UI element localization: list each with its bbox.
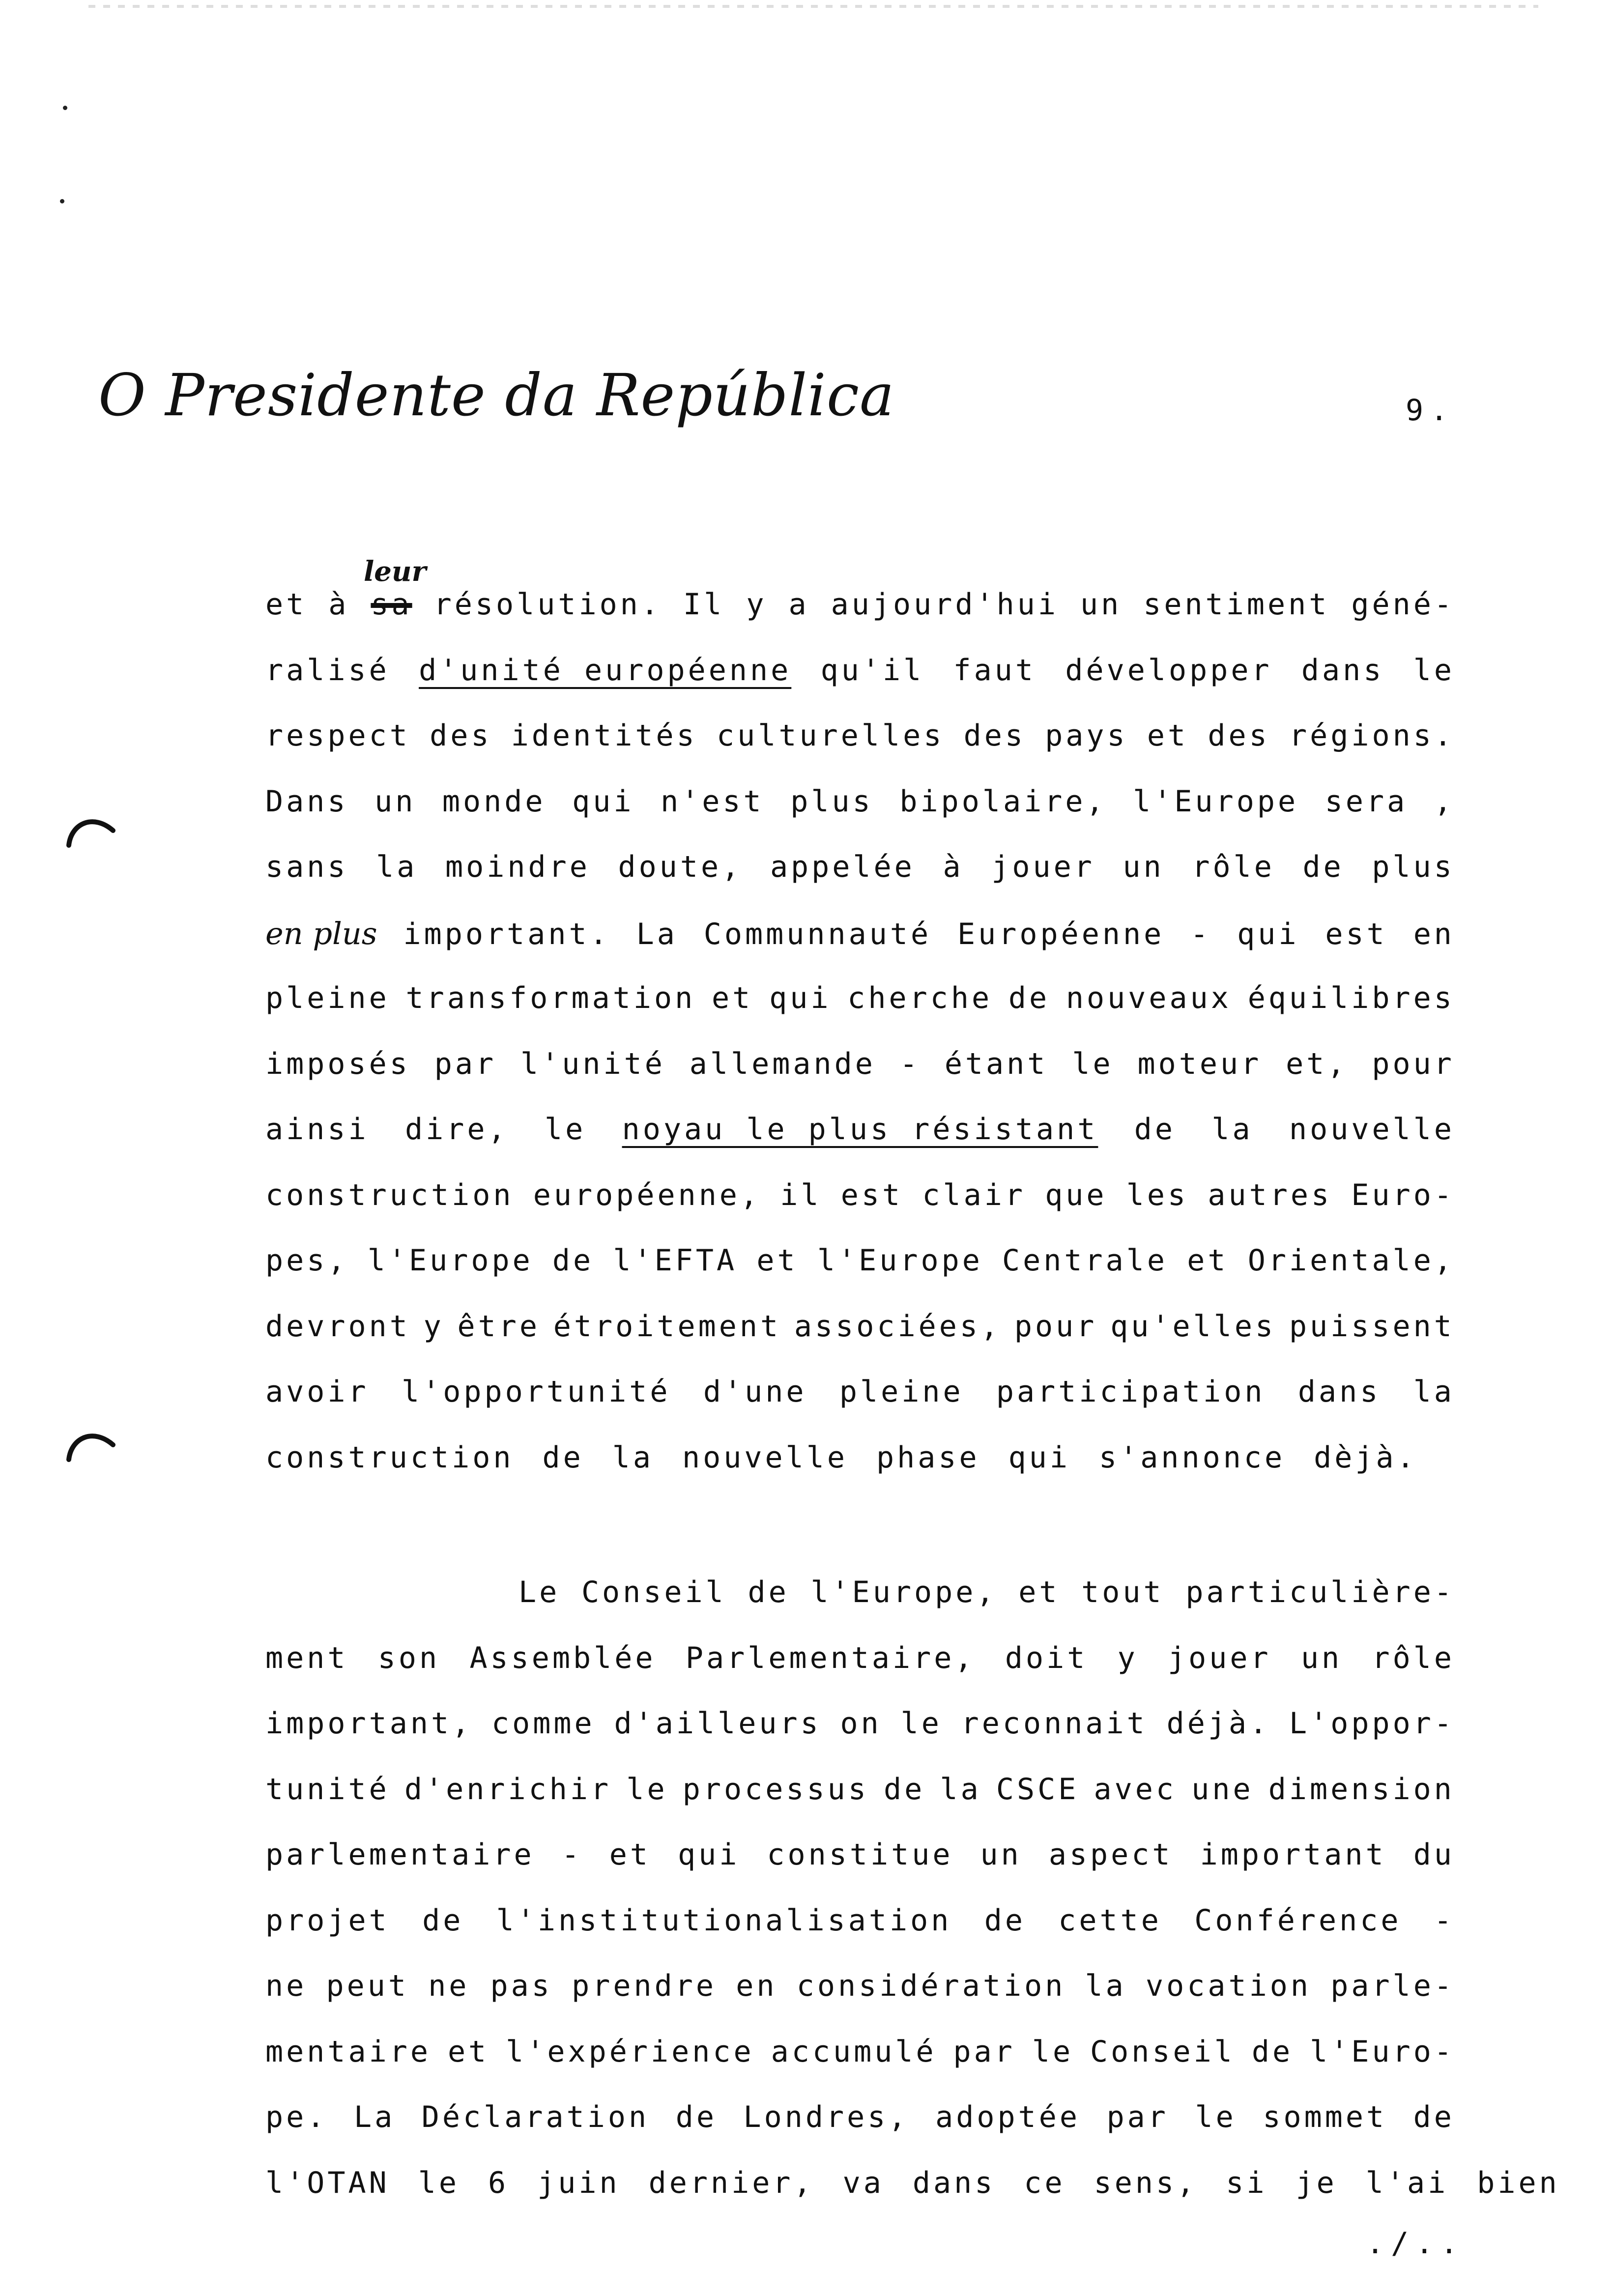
word: dire, (404, 1112, 509, 1147)
word: - (1190, 917, 1211, 951)
word: et (609, 1837, 651, 1872)
word: sentiment (1143, 587, 1330, 622)
scan-speck (63, 106, 67, 110)
word: n'est (661, 784, 764, 819)
word: a (788, 587, 809, 622)
word: et (1018, 1575, 1060, 1609)
word: CSCE (996, 1772, 1079, 1807)
word: vocation (1146, 1969, 1311, 2003)
scan-speck (60, 199, 64, 203)
word: puissent (1289, 1309, 1455, 1344)
word: et (265, 587, 307, 622)
word: aujourd'hui (831, 587, 1059, 622)
word: allemande (689, 1046, 876, 1081)
page-number: 9. (1406, 393, 1455, 428)
word: l'expérience (506, 2034, 754, 2069)
word: de (542, 1440, 584, 1475)
margin-arc-mark (64, 811, 118, 850)
word: l'EFTA (613, 1243, 738, 1278)
handwritten-correction: leur (364, 555, 427, 588)
word: 6 (488, 2165, 509, 2200)
word: qui (1008, 1440, 1070, 1475)
word: de (422, 1903, 464, 1938)
text-line (265, 1903, 1455, 1948)
word: qui (572, 784, 634, 819)
word: ment (265, 1640, 348, 1675)
word: sera (1324, 784, 1408, 819)
word: y (746, 587, 767, 622)
word: à (328, 587, 349, 622)
word: être (457, 1309, 541, 1344)
word: construction (265, 1440, 514, 1475)
word: s'annonce (1098, 1440, 1286, 1475)
word: Conseil (1090, 2034, 1235, 2069)
word: dernier, (648, 2165, 814, 2200)
word: parlementaire (265, 1837, 535, 1872)
word: rôle (1372, 1640, 1455, 1675)
word: par (1106, 2100, 1169, 2134)
word: transformation (405, 981, 696, 1015)
word: je (1295, 2165, 1337, 2200)
word: de (1413, 2100, 1455, 2134)
margin-arc-mark (64, 1425, 118, 1464)
text-line (265, 1641, 1455, 1685)
word: constitue (767, 1837, 953, 1872)
word: y (1117, 1640, 1138, 1675)
text-line (265, 718, 1455, 763)
word: équilibres (1247, 981, 1455, 1015)
text-line (265, 850, 1455, 894)
word: sens, (1094, 2165, 1198, 2200)
word: participation (996, 1375, 1266, 1409)
word: qui (1237, 917, 1299, 951)
word: d'enrichir (404, 1772, 612, 1807)
word: Il (683, 587, 725, 622)
word: ce (1024, 2165, 1065, 2200)
word: l'Europe (367, 1243, 533, 1278)
word: associées, (794, 1309, 1002, 1344)
underlined-phrase: d'unité européenne (419, 653, 792, 688)
text-line (265, 784, 1455, 829)
word: des (1208, 718, 1270, 753)
word: y (423, 1309, 444, 1344)
text-line (265, 1178, 1455, 1222)
word: tout (1081, 1575, 1164, 1609)
word: des (430, 718, 492, 753)
word: de (748, 1575, 789, 1609)
word: autres (1208, 1177, 1332, 1212)
word: déjà. (1166, 1706, 1270, 1741)
scan-edge-artifact (88, 5, 1538, 8)
word: l'Euro- (1310, 2034, 1455, 2069)
word: pour (1014, 1309, 1097, 1344)
text-line (265, 1969, 1455, 2013)
word: par (953, 2034, 1015, 2069)
word: clair (922, 1177, 1026, 1212)
word: avec (1094, 1772, 1177, 1807)
word: la (1085, 1969, 1126, 2003)
word: la (376, 850, 418, 884)
word: appelée (770, 850, 915, 884)
text-line (265, 587, 1455, 631)
word: Déclaration (421, 2100, 650, 2134)
word: prendre (572, 1969, 717, 2003)
letterhead: O Presidente da República (98, 361, 895, 429)
word: des (963, 718, 1026, 753)
word: tunité (265, 1772, 390, 1807)
word: pe. (265, 2100, 328, 2134)
word: le (544, 1112, 586, 1147)
word: l'Europe, (810, 1575, 997, 1609)
word: ralisé (265, 653, 390, 688)
word: rôle (1192, 850, 1275, 884)
word: de (552, 1243, 594, 1278)
word: pleine (265, 981, 390, 1015)
word: identités (511, 718, 697, 753)
word: du (1413, 1837, 1455, 1872)
word: important (1200, 1837, 1386, 1872)
word: un (1080, 587, 1122, 622)
word: cette (1058, 1903, 1162, 1938)
word: monde (442, 784, 546, 819)
text-line (265, 1243, 1455, 1288)
word: moteur (1137, 1046, 1262, 1081)
word: d'une (703, 1375, 807, 1409)
word: sommet (1263, 2100, 1387, 2134)
word: le (1032, 2034, 1074, 2069)
word: une (1191, 1772, 1254, 1807)
word: comme (491, 1706, 595, 1741)
word: Européenne (957, 917, 1165, 951)
word: le (900, 1706, 942, 1741)
word: peut (326, 1969, 409, 2003)
word: un (374, 784, 416, 819)
word: est (840, 1177, 903, 1212)
word: le (1413, 653, 1455, 688)
word: L'oppor- (1289, 1706, 1455, 1741)
word: de (1134, 1112, 1176, 1147)
word: pays (1045, 718, 1128, 753)
word: pleine (839, 1375, 964, 1409)
word: - (899, 1046, 921, 1081)
word: un (1123, 850, 1164, 884)
word: reconnait (961, 1706, 1148, 1741)
word: la (1413, 1375, 1455, 1409)
word: nouvelle (1289, 1112, 1455, 1147)
word: , (1434, 784, 1455, 819)
word: adoptée (935, 2100, 1080, 2134)
word: Conférence (1194, 1903, 1402, 1938)
word: La (353, 2100, 396, 2134)
text-line (265, 2165, 1560, 2210)
word: l'ai (1365, 2165, 1449, 2200)
word: pes, (265, 1243, 348, 1278)
word: et (756, 1243, 798, 1278)
word: culturelles (717, 718, 945, 753)
text-line (518, 1575, 1455, 1619)
text-line (265, 1837, 1455, 1882)
word: le (626, 1772, 668, 1807)
word: et (447, 2034, 489, 2069)
word: respect (265, 718, 410, 753)
word: juin (537, 2165, 620, 2200)
struck-word: sa (371, 587, 412, 622)
word: faut (953, 653, 1036, 688)
word: bipolaire, (899, 784, 1107, 819)
word: processus (682, 1772, 869, 1807)
word: est (1325, 917, 1387, 951)
word: un (980, 1837, 1022, 1872)
word: à (943, 850, 964, 884)
word: construction (265, 1177, 514, 1212)
word: Euro- (1351, 1177, 1455, 1212)
word: Centrale (1002, 1243, 1168, 1278)
word: que (1045, 1177, 1107, 1212)
word: pour (1372, 1046, 1455, 1081)
text-line (265, 1440, 1455, 1485)
word: développer (1065, 653, 1272, 688)
word: qu'elles (1110, 1309, 1276, 1344)
word: dans (1301, 653, 1384, 688)
word: moindre (445, 850, 590, 884)
word: la (612, 1440, 654, 1475)
word: qui (769, 981, 832, 1015)
text-line (265, 1309, 1455, 1353)
text-line (265, 653, 1455, 697)
text-line (265, 1047, 1455, 1091)
word: et (1187, 1243, 1229, 1278)
word: étant (944, 1046, 1048, 1081)
word: de (1008, 981, 1050, 1015)
word: - (561, 1837, 582, 1872)
word: imposés (265, 1046, 410, 1081)
word: bien (1477, 2165, 1560, 2200)
word: européenne, (533, 1177, 761, 1212)
word: géné- (1351, 587, 1455, 622)
word: nouveaux (1065, 981, 1232, 1015)
word: - (1434, 1903, 1455, 1938)
word: Le (518, 1575, 560, 1609)
word: la (940, 1772, 981, 1807)
word: de (675, 2100, 717, 2134)
word: doute, (618, 850, 743, 884)
word: on (840, 1706, 882, 1741)
word: qu'il (820, 653, 924, 688)
word: doit (1005, 1640, 1088, 1675)
word: le (1195, 2100, 1237, 2134)
word: l'OTAN (265, 2165, 390, 2200)
word: phase (876, 1440, 980, 1475)
word: sans (265, 850, 348, 884)
word: l'Europe (817, 1243, 983, 1278)
text-line (265, 916, 1455, 960)
word: en (736, 1969, 777, 2003)
word: l'unité (520, 1046, 665, 1081)
word: Conseil (581, 1575, 726, 1609)
word: dans (1297, 1375, 1381, 1409)
word: régions. (1289, 718, 1455, 753)
continuation-marker: ./.. (1366, 2226, 1465, 2261)
text-line (265, 981, 1455, 1025)
word: plus (1372, 850, 1455, 884)
word: de (1302, 850, 1344, 884)
word: qui (678, 1837, 740, 1872)
word: parle- (1330, 1969, 1455, 2003)
word: avoir (265, 1375, 369, 1409)
word: particulière- (1185, 1575, 1455, 1609)
word: de (984, 1903, 1026, 1938)
word: résolution. (433, 587, 662, 622)
text-line (265, 1112, 1455, 1156)
word: l'opportunité (401, 1375, 671, 1409)
text-line (265, 1772, 1455, 1816)
word: l'Europe (1133, 784, 1299, 819)
word: il (780, 1177, 822, 1212)
word: devront (265, 1309, 410, 1344)
word: mentaire (265, 2034, 431, 2069)
word: nouvelle (682, 1440, 848, 1475)
word: Dans (265, 784, 348, 819)
word: en (1413, 917, 1455, 951)
word: le (418, 2165, 460, 2200)
word: Londres, (743, 2100, 909, 2134)
word: ne pas (428, 1969, 552, 2003)
word: par (434, 1046, 497, 1081)
underlined-phrase: noyau le plus résistant (622, 1112, 1098, 1147)
word: étroitement (553, 1309, 781, 1344)
handwritten-insert: en plus (265, 915, 377, 951)
text-line (265, 2035, 1455, 2079)
word: dans (912, 2165, 996, 2200)
word: jouer (991, 850, 1095, 884)
word: Orientale, (1247, 1243, 1455, 1278)
word: ainsi (265, 1112, 369, 1147)
text-line (265, 1375, 1455, 1419)
word: l'institutionalisation (496, 1903, 952, 1938)
word: et (712, 981, 753, 1015)
word: la (1211, 1112, 1253, 1147)
word: de (884, 1772, 925, 1807)
word: d'ailleurs (614, 1706, 821, 1741)
word: important. (403, 917, 610, 951)
word: dimension (1268, 1772, 1455, 1807)
word: son (377, 1640, 440, 1675)
word: Parlementaire, (685, 1640, 976, 1675)
word: de (1251, 2034, 1294, 2069)
word: ne (265, 1969, 307, 2003)
text-line (265, 2100, 1455, 2144)
word: si (1226, 2165, 1267, 2200)
word: Assemblée (469, 1640, 656, 1675)
word: La (636, 917, 678, 951)
word: accumulé (771, 2034, 937, 2069)
word: considération (796, 1969, 1066, 2003)
word: jouer (1168, 1640, 1271, 1675)
word: dèjà. (1314, 1440, 1417, 1475)
word: les (1126, 1177, 1189, 1212)
word: projet (265, 1903, 390, 1938)
word: aspect (1048, 1837, 1173, 1872)
word: et, (1286, 1046, 1348, 1081)
text-line (265, 1706, 1455, 1751)
word: le (1072, 1046, 1114, 1081)
word: plus (790, 784, 873, 819)
word: un (1300, 1640, 1343, 1675)
word: Communnauté (703, 917, 932, 951)
word: va (842, 2165, 884, 2200)
word: important, (265, 1706, 473, 1741)
word: cherche (847, 981, 993, 1015)
word: et (1147, 718, 1189, 753)
